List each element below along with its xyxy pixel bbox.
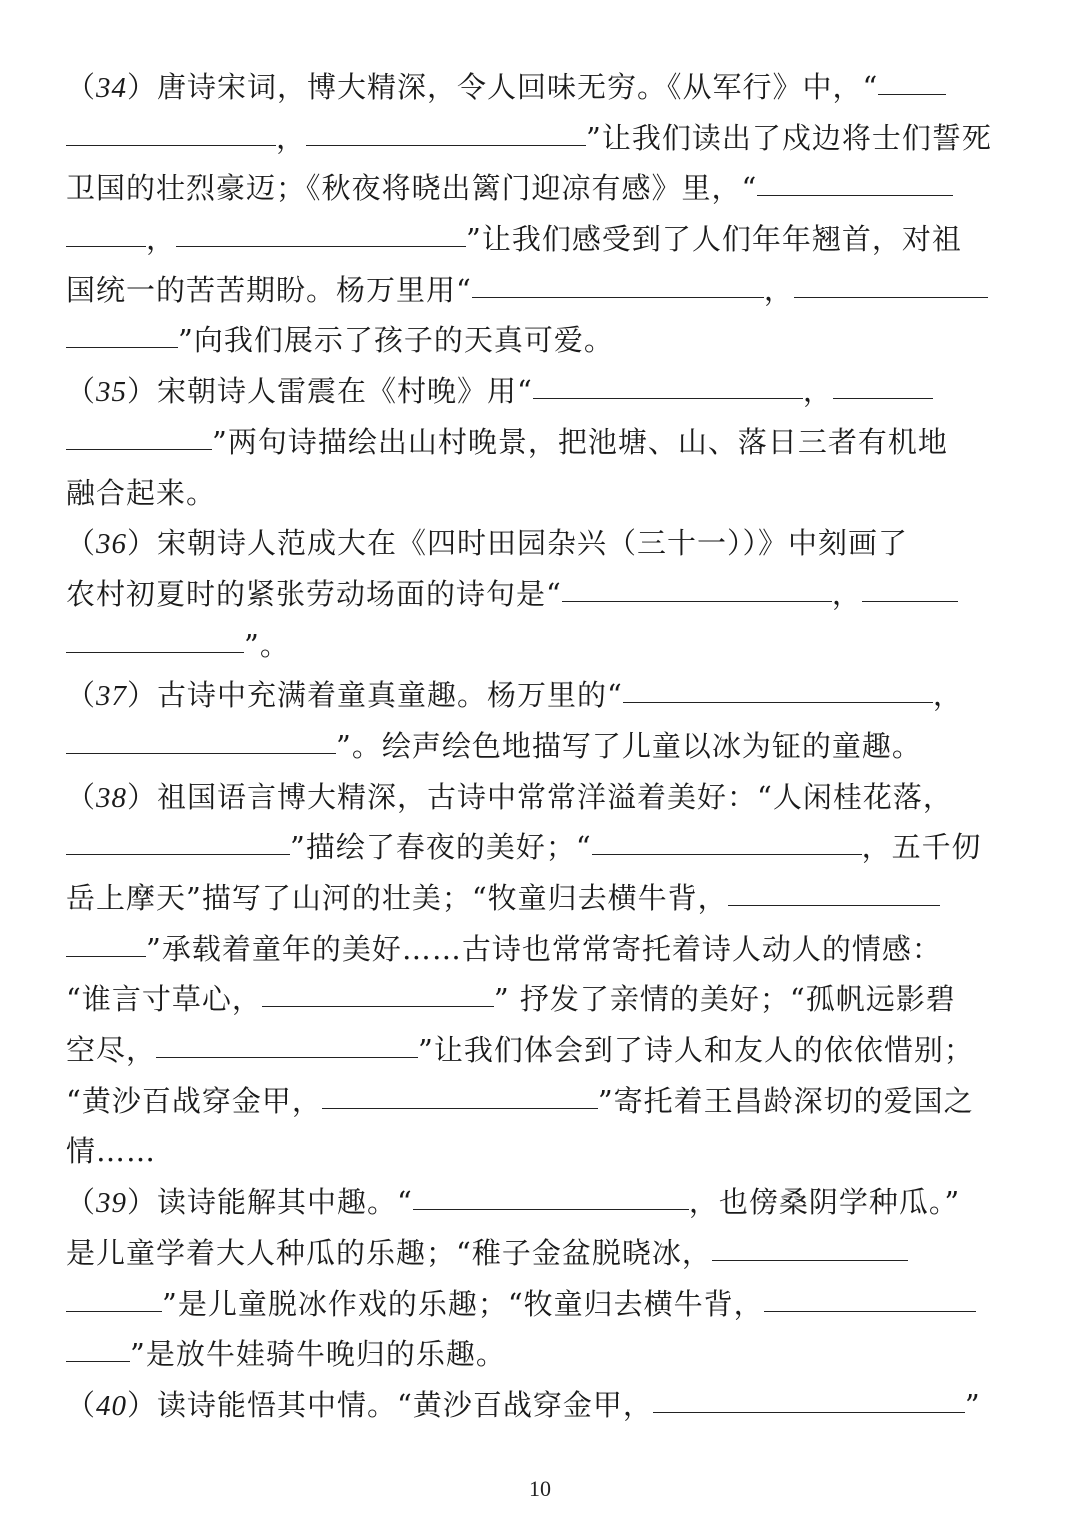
line-text: ， (932, 678, 963, 713)
text-line (66, 1177, 1016, 1228)
text-line (66, 721, 1016, 772)
text-line (66, 62, 1016, 113)
answer-blank[interactable] (66, 1361, 130, 1362)
answer-blank[interactable] (66, 246, 146, 247)
line-text: 空尽， (66, 1033, 157, 1068)
line-text: ”是儿童脱冰作戏的乐趣；“牧童归去横牛背， (162, 1286, 764, 1321)
answer-blank[interactable] (66, 145, 276, 146)
line-text: ，五千仞 (861, 830, 982, 865)
line-text: （ (66, 1185, 97, 1220)
question-number: 34 (96, 72, 128, 104)
answer-blank[interactable] (176, 246, 466, 247)
text-line (66, 670, 1016, 721)
answer-blank[interactable] (156, 1057, 418, 1058)
line-text: 卫国的壮烈豪迈；《秋夜将晓出篱门迎凉有感》里，“ (66, 171, 758, 206)
line-text: 是儿童学着大人种瓜的乐趣；“稚子金盆脱晓冰， (66, 1235, 712, 1270)
line-text: ）祖国语言博大精深，古诗中常常洋溢着美好：“人闲桂花落， (127, 779, 953, 814)
answer-blank[interactable] (66, 753, 336, 754)
line-text: “谁言寸草心， (66, 982, 262, 1017)
question-number: 38 (96, 781, 128, 814)
answer-blank[interactable] (794, 297, 988, 298)
text-line (66, 1076, 1016, 1127)
text-line (66, 113, 1016, 164)
line-text: ”承载着童年的美好……古诗也常常寄托着诗人动人的情感： (146, 931, 942, 966)
answer-blank[interactable] (623, 702, 933, 703)
text-line (66, 822, 1016, 873)
line-text: （ (66, 70, 97, 104)
line-text: ” 抒发了亲情的美好；“孤帆远影碧 (493, 982, 956, 1017)
line-text: 岳上摩天”描写了山河的壮美；“牧童归去横牛背， (66, 881, 728, 915)
line-text: ）读诗能解其中趣。“ (127, 1185, 413, 1220)
question-number: 35 (96, 376, 128, 409)
answer-blank[interactable] (833, 398, 933, 399)
line-text: ”向我们展示了孩子的天真可爱。 (178, 323, 614, 358)
text-line (66, 163, 1016, 214)
text-line (66, 417, 1016, 468)
line-text: 融合起来。 (66, 475, 217, 510)
line-text: ）唐诗宋词，博大精深，令人回味无穷。《从军行》中，“ (127, 70, 879, 104)
line-text: （ (66, 779, 97, 814)
answer-blank[interactable] (764, 1311, 976, 1312)
line-text: ”让我们体会到了诗人和友人的依依惜别； (418, 1033, 974, 1068)
question-number: 37 (96, 680, 128, 713)
text-line (66, 315, 1016, 366)
answer-blank[interactable] (878, 94, 946, 95)
line-text: ”是放牛娃骑牛晚归的乐趣。 (130, 1337, 506, 1372)
answer-blank[interactable] (66, 449, 212, 450)
line-text: ， (831, 576, 862, 611)
text-line (66, 569, 1016, 620)
line-text: ”让我们读出了戍边将士们誓死 (586, 120, 992, 155)
line-text: ）宋朝诗人范成大在《四时田园杂兴（三十一））》中刻画了 (127, 526, 909, 561)
line-text: （ (66, 1387, 97, 1422)
line-text: ， (802, 374, 833, 409)
line-text: ”寄托着王昌龄深切的爱国之 (597, 1083, 974, 1118)
line-text: ” (964, 1387, 981, 1422)
text-line (66, 772, 1016, 823)
text-line (66, 620, 1016, 671)
answer-blank[interactable] (533, 398, 803, 399)
answer-blank[interactable] (66, 347, 178, 348)
line-text: ）读诗能悟其中情。“黄沙百战穿金甲， (127, 1387, 653, 1422)
answer-blank[interactable] (757, 195, 953, 196)
line-text: 情…… (66, 1134, 157, 1169)
text-line (66, 974, 1016, 1025)
text-line (66, 1025, 1016, 1076)
answer-blank[interactable] (66, 652, 244, 653)
page-number: 10 (529, 1476, 551, 1501)
line-text: ”两句诗描绘出山村晚景，把池塘、山、落日三者有机地 (212, 424, 948, 459)
answer-blank[interactable] (306, 145, 586, 146)
line-text: ”描绘了春夜的美好；“ (290, 830, 592, 865)
text-line (66, 1329, 1016, 1380)
line-text: 国统一的苦苦期盼。杨万里用“ (66, 272, 472, 307)
line-text: （ (66, 678, 97, 713)
line-text: ， (763, 272, 794, 307)
answer-blank[interactable] (712, 1260, 908, 1261)
line-text: ， (146, 222, 177, 257)
line-text: ”让我们感受到了人们年年翘首，对祖 (466, 222, 962, 257)
answer-blank[interactable] (66, 1311, 162, 1312)
line-text: ）古诗中充满着童真童趣。杨万里的“ (127, 678, 623, 713)
answer-blank[interactable] (262, 1006, 494, 1007)
text-line (66, 214, 1016, 265)
answer-blank[interactable] (66, 854, 290, 855)
question-text-block (66, 62, 1016, 1431)
answer-blank[interactable] (728, 905, 940, 906)
text-line (66, 924, 1016, 975)
answer-blank[interactable] (562, 601, 832, 602)
answer-blank[interactable] (66, 956, 146, 957)
line-text: ”。绘声绘色地描写了儿童以冰为钲的童趣。 (336, 728, 922, 763)
answer-blank[interactable] (322, 1108, 598, 1109)
line-text: ”。 (244, 627, 290, 662)
answer-blank[interactable] (472, 297, 764, 298)
text-line (66, 468, 1016, 519)
question-number: 39 (96, 1187, 128, 1220)
text-line (66, 1279, 1016, 1330)
text-line (66, 1380, 1016, 1431)
line-text: ）宋朝诗人雷震在《村晚》用“ (127, 374, 533, 409)
line-text: “黄沙百战穿金甲， (66, 1083, 322, 1118)
text-line (66, 1228, 1016, 1279)
line-text: （ (66, 374, 97, 409)
line-text: 农村初夏时的紧张劳动场面的诗句是“ (66, 576, 562, 611)
line-text: ， (276, 120, 307, 155)
question-number: 36 (96, 528, 128, 561)
answer-blank[interactable] (592, 854, 862, 855)
text-line (66, 265, 1016, 316)
question-number: 40 (96, 1389, 128, 1422)
line-text: ，也傍桑阴学种瓜。” (688, 1185, 961, 1220)
answer-blank[interactable] (862, 601, 958, 602)
answer-blank[interactable] (413, 1209, 689, 1210)
text-line (66, 873, 1016, 924)
text-line (66, 1126, 1016, 1177)
line-text: （ (66, 526, 97, 561)
answer-blank[interactable] (653, 1412, 965, 1413)
text-line (66, 518, 1016, 569)
text-line (66, 366, 1016, 417)
